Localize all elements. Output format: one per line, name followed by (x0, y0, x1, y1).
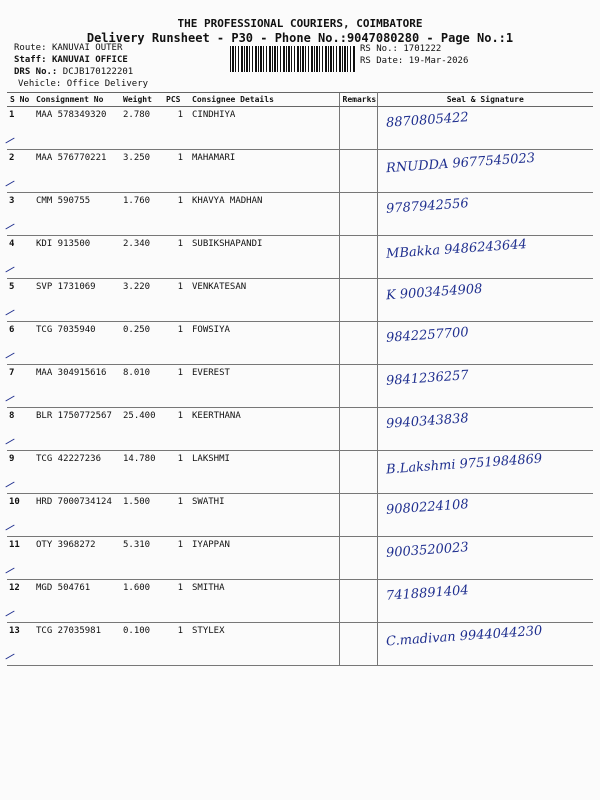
handwritten-signature: 9940343838 (385, 411, 469, 432)
route-label: Route: (14, 43, 47, 53)
cell-weight: 5.310 (120, 537, 163, 580)
pen-tick-mark (7, 568, 15, 574)
handwritten-signature: 7418891404 (385, 583, 469, 604)
vehicle-value: Office Delivery (66, 79, 149, 89)
pen-tick-mark (7, 525, 15, 531)
cell-signature (377, 623, 593, 666)
cell-signature (377, 494, 593, 537)
cell-signature (377, 150, 593, 193)
pen-tick-mark (7, 224, 15, 230)
handwritten-signature: B.Lakshmi 9751984869 (385, 451, 543, 478)
col-consignee: Consignee Details (189, 93, 339, 107)
drs-line (14, 67, 133, 77)
handwritten-signature: 9787942556 (385, 196, 469, 217)
cell-consignment: HRD 7000734124 (33, 494, 120, 537)
drs-label: DRS No.: (14, 67, 58, 77)
table-row (7, 236, 593, 279)
cell-pcs: 1 (163, 537, 189, 580)
pen-tick-mark (7, 353, 15, 359)
cell-remarks (339, 537, 377, 580)
cell-remarks (339, 451, 377, 494)
cell-consignment: OTY 3968272 (33, 537, 120, 580)
table-row (7, 279, 593, 322)
vehicle-line (18, 79, 148, 89)
cell-pcs: 1 (163, 236, 189, 279)
cell-consignment: MGD 504761 (33, 580, 120, 623)
cell-consignee: KEERTHANA (189, 408, 339, 451)
handwritten-signature: 9842257700 (385, 325, 469, 346)
company-title: THE PROFESSIONAL COURIERS, COIMBATORE (177, 17, 423, 30)
cell-remarks (339, 279, 377, 322)
col-weight: Weight (120, 93, 163, 107)
cell-sno: 10 (7, 494, 33, 537)
cell-consignment: MAA 576770221 (33, 150, 120, 193)
rs-no-label: RS No.: (360, 44, 398, 54)
cell-consignment: KDI 913500 (33, 236, 120, 279)
cell-sno: 4 (7, 236, 33, 279)
drs-value: DCJB170122201 (62, 67, 134, 77)
cell-weight: 2.780 (120, 107, 163, 150)
staff-label: Staff: (14, 55, 47, 65)
cell-consignment: TCG 7035940 (33, 322, 120, 365)
cell-remarks (339, 494, 377, 537)
cell-weight: 8.010 (120, 365, 163, 408)
pen-tick-mark (7, 396, 15, 402)
cell-pcs: 1 (163, 150, 189, 193)
cell-weight: 0.100 (120, 623, 163, 666)
handwritten-signature: 9841236257 (385, 368, 469, 389)
cell-consignee: VENKATESAN (189, 279, 339, 322)
cell-remarks (339, 365, 377, 408)
rs-no-value: 1701222 (403, 44, 442, 54)
cell-pcs: 1 (163, 623, 189, 666)
handwritten-signature: 9003520023 (385, 540, 469, 561)
cell-consignee: STYLEX (189, 623, 339, 666)
cell-consignment: CMM 590755 (33, 193, 120, 236)
cell-remarks (339, 322, 377, 365)
runsheet-table (7, 92, 593, 666)
cell-remarks (339, 236, 377, 279)
rs-no-line (360, 44, 441, 54)
cell-weight: 2.340 (120, 236, 163, 279)
pen-tick-mark (7, 181, 15, 187)
pen-tick-mark (7, 654, 15, 660)
cell-signature (377, 365, 593, 408)
cell-consignment: TCG 27035981 (33, 623, 120, 666)
cell-consignee: IYAPPAN (189, 537, 339, 580)
cell-consignee: KHAVYA MADHAN (189, 193, 339, 236)
cell-weight: 1.760 (120, 193, 163, 236)
cell-sno: 1 (7, 107, 33, 150)
table-row (7, 451, 593, 494)
pen-tick-mark (7, 439, 15, 445)
cell-consignment: MAA 578349320 (33, 107, 120, 150)
cell-signature (377, 580, 593, 623)
cell-pcs: 1 (163, 365, 189, 408)
cell-consignee: MAHAMARI (189, 150, 339, 193)
cell-consignee: SWATHI (189, 494, 339, 537)
pen-tick-mark (7, 267, 15, 273)
vehicle-label: Vehicle: (18, 79, 62, 89)
handwritten-signature: MBakka 9486243644 (385, 237, 527, 262)
staff-line (14, 55, 128, 65)
cell-consignment: TCG 42227236 (33, 451, 120, 494)
table-row (7, 322, 593, 365)
table-row (7, 537, 593, 580)
table-row (7, 580, 593, 623)
cell-consignee: SUBIKSHAPANDI (189, 236, 339, 279)
cell-sno: 11 (7, 537, 33, 580)
cell-consignment: BLR 1750772567 (33, 408, 120, 451)
cell-pcs: 1 (163, 322, 189, 365)
table-row (7, 193, 593, 236)
rs-date-value: 19-Mar-2026 (408, 56, 469, 66)
cell-sno: 6 (7, 322, 33, 365)
cell-consignee: LAKSHMI (189, 451, 339, 494)
cell-signature (377, 408, 593, 451)
rs-date-line (360, 56, 468, 66)
cell-consignment: SVP 1731069 (33, 279, 120, 322)
cell-weight: 1.500 (120, 494, 163, 537)
table-row (7, 107, 593, 150)
cell-remarks (339, 107, 377, 150)
cell-sno: 9 (7, 451, 33, 494)
cell-weight: 25.400 (120, 408, 163, 451)
col-sno: S No (7, 93, 33, 107)
cell-sno: 8 (7, 408, 33, 451)
barcode (230, 46, 356, 72)
cell-sno: 5 (7, 279, 33, 322)
handwritten-signature: 9080224108 (385, 497, 469, 518)
pen-tick-mark (7, 611, 15, 617)
cell-consignment: MAA 304915616 (33, 365, 120, 408)
col-pcs: PCS (163, 93, 189, 107)
table-row (7, 150, 593, 193)
handwritten-signature: K 9003454908 (385, 281, 483, 304)
cell-pcs: 1 (163, 580, 189, 623)
cell-sno: 3 (7, 193, 33, 236)
pen-tick-mark (7, 482, 15, 488)
cell-consignee: EVEREST (189, 365, 339, 408)
runsheet-subtitle: Delivery Runsheet - P30 - Phone No.:9047080280 - Page No.:1 (86, 31, 514, 45)
cell-sno: 13 (7, 623, 33, 666)
cell-remarks (339, 193, 377, 236)
pen-tick-mark (7, 310, 15, 316)
cell-remarks (339, 580, 377, 623)
cell-signature (377, 451, 593, 494)
cell-weight: 3.220 (120, 279, 163, 322)
cell-pcs: 1 (163, 193, 189, 236)
route-line (14, 43, 122, 53)
cell-remarks (339, 408, 377, 451)
cell-sno: 7 (7, 365, 33, 408)
pen-tick-mark (7, 138, 15, 144)
table-row (7, 365, 593, 408)
cell-signature (377, 107, 593, 150)
cell-remarks (339, 623, 377, 666)
cell-sno: 2 (7, 150, 33, 193)
cell-consignee: FOWSIYA (189, 322, 339, 365)
cell-consignee: SMITHA (189, 580, 339, 623)
cell-weight: 0.250 (120, 322, 163, 365)
col-remarks: Remarks (339, 93, 377, 107)
col-signature: Seal & Signature (377, 93, 593, 107)
cell-pcs: 1 (163, 494, 189, 537)
cell-remarks (339, 150, 377, 193)
cell-signature (377, 537, 593, 580)
table-row (7, 623, 593, 666)
rs-date-label: RS Date: (360, 56, 404, 66)
table-row (7, 494, 593, 537)
cell-signature (377, 193, 593, 236)
cell-consignee: CINDHIYA (189, 107, 339, 150)
cell-weight: 3.250 (120, 150, 163, 193)
table-row (7, 408, 593, 451)
col-consignment: Consignment No (33, 93, 120, 107)
cell-pcs: 1 (163, 408, 189, 451)
cell-weight: 1.600 (120, 580, 163, 623)
table-header-row (7, 93, 593, 107)
staff-value: KANUVAI OFFICE (51, 55, 128, 65)
route-value: KANUVAI OUTER (51, 43, 123, 53)
handwritten-signature: RNUDDA 9677545023 (385, 150, 536, 177)
cell-pcs: 1 (163, 107, 189, 150)
cell-weight: 14.780 (120, 451, 163, 494)
handwritten-signature: 8870805422 (385, 110, 469, 131)
cell-signature (377, 322, 593, 365)
cell-pcs: 1 (163, 451, 189, 494)
cell-signature (377, 236, 593, 279)
cell-pcs: 1 (163, 279, 189, 322)
cell-sno: 12 (7, 580, 33, 623)
cell-signature (377, 279, 593, 322)
handwritten-signature: C.madivan 9944044230 (385, 623, 543, 650)
